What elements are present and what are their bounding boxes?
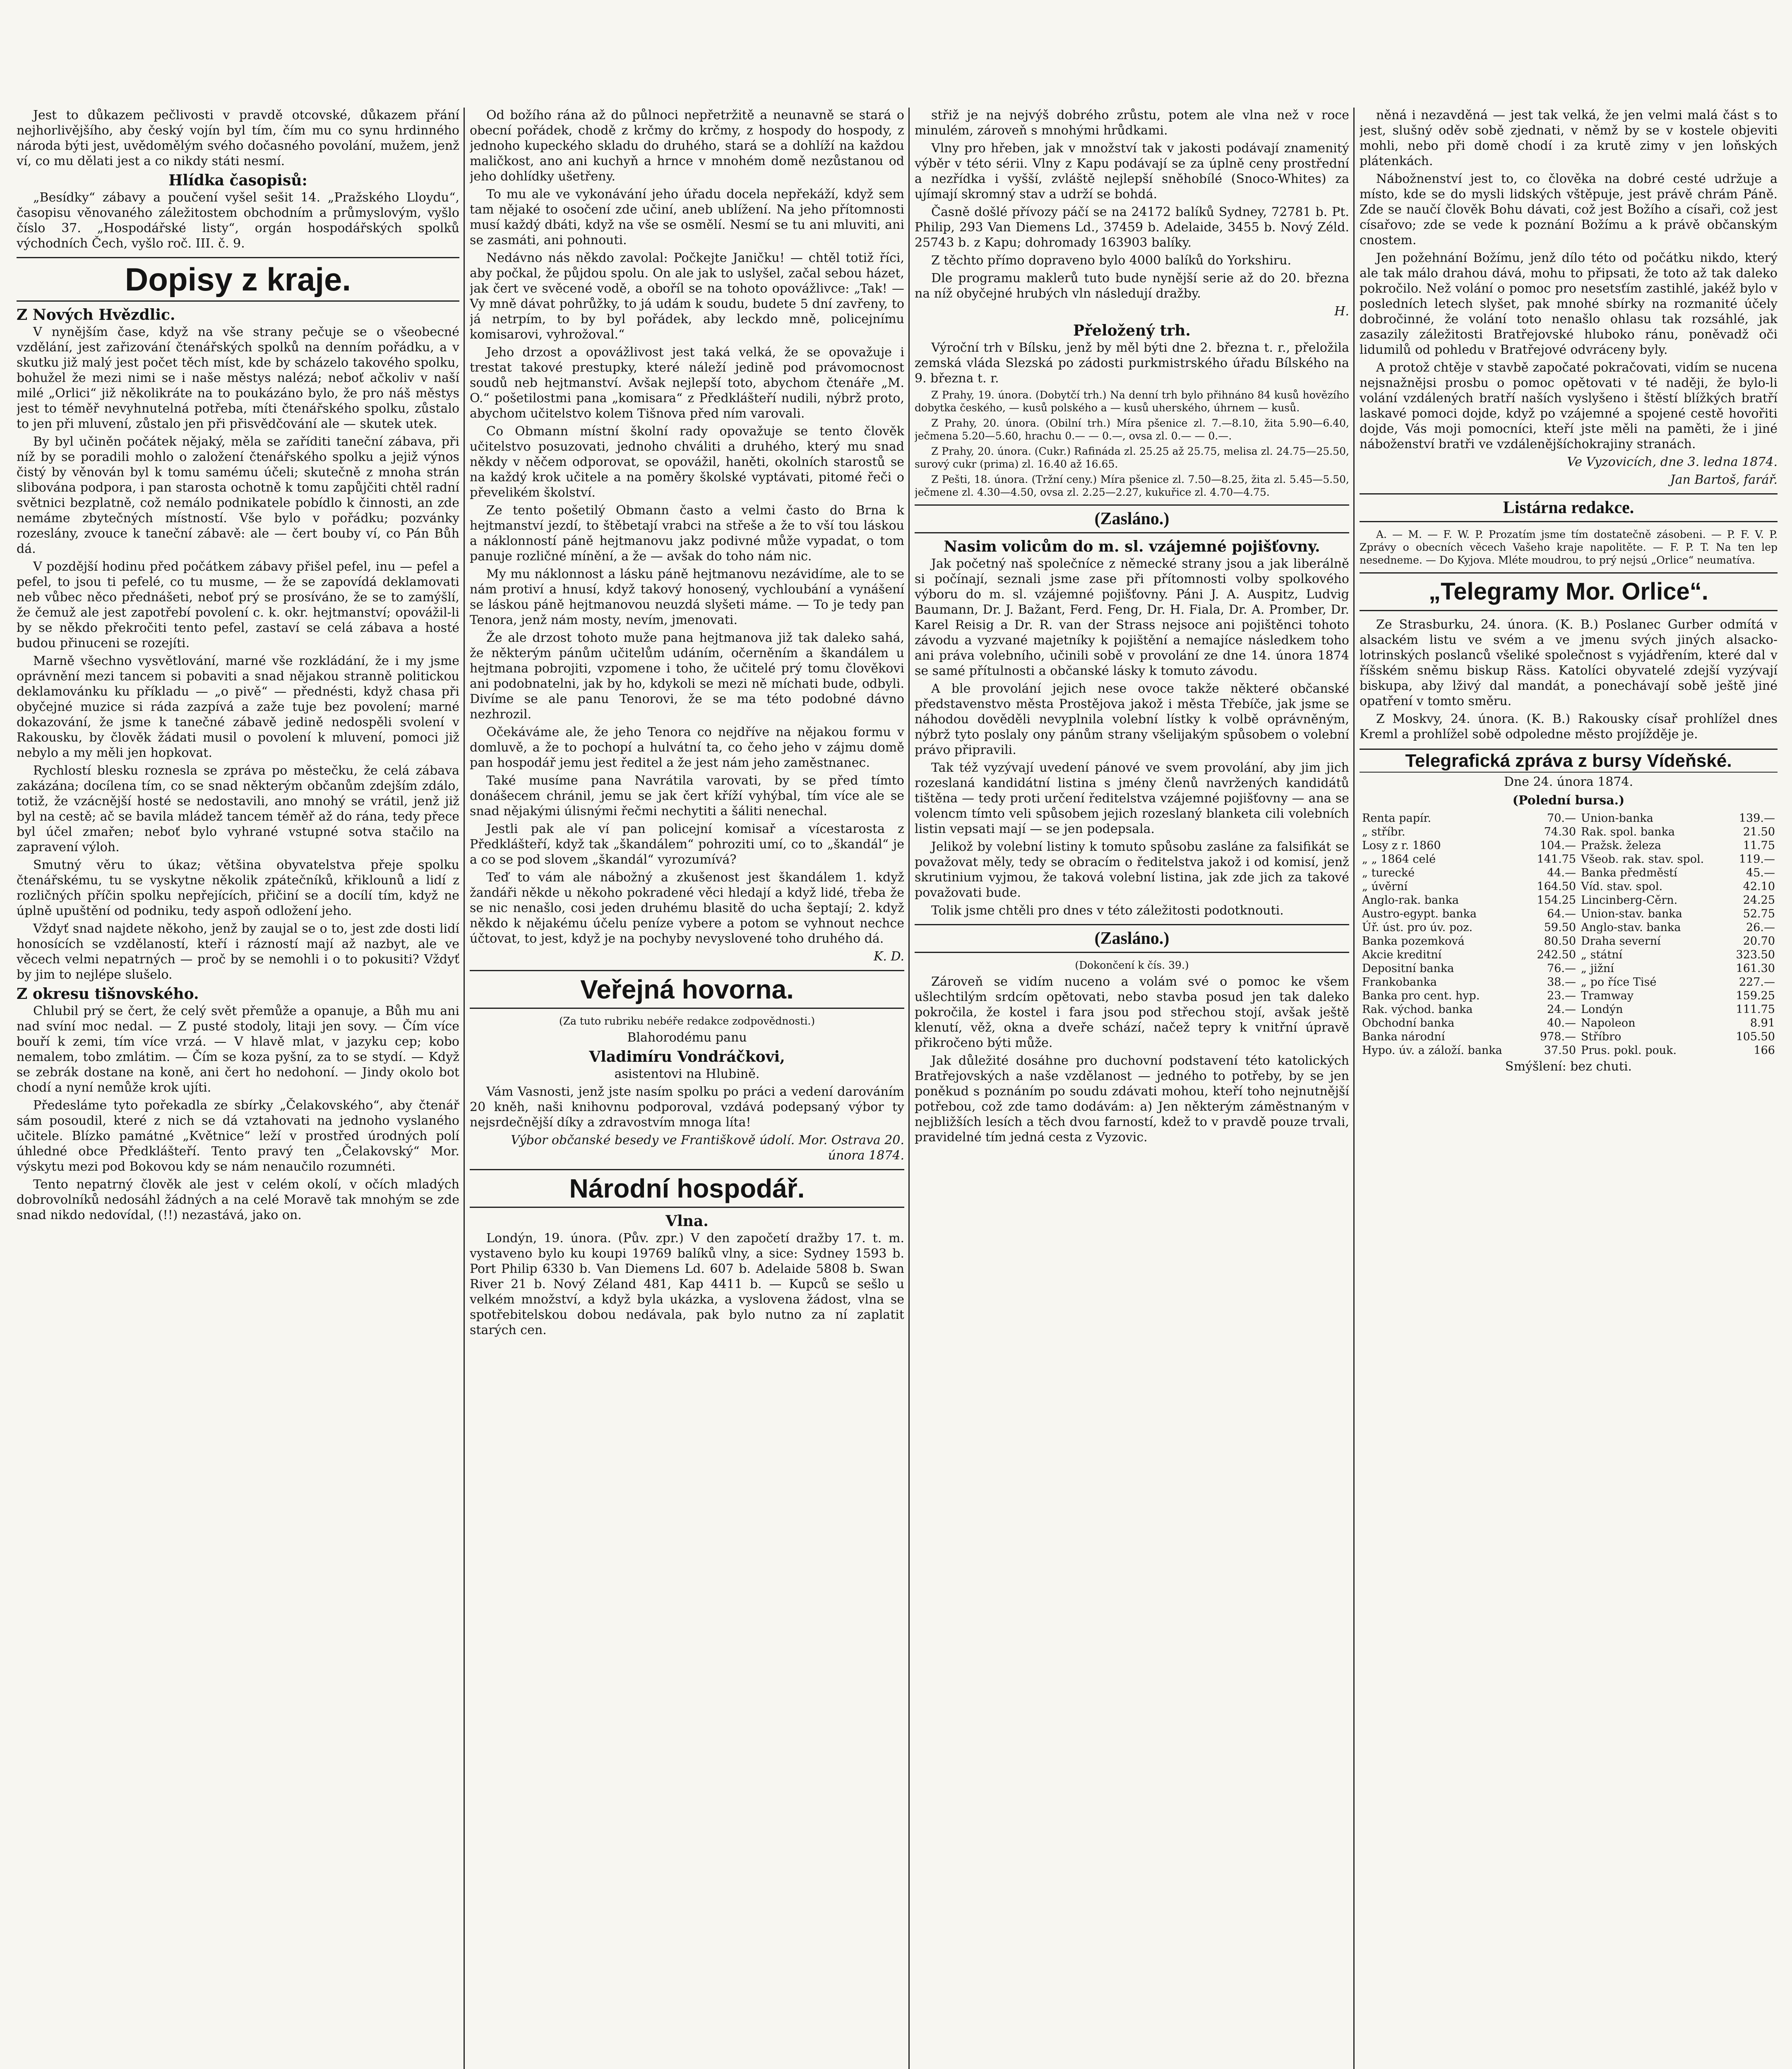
article-paragraph: Tak též vyzývají uvedení pánové ve svem provolání, aby jim jich rozeslaná kandidátní listina s jmény členů navržených kandidátů tištěna — tedy proti určení ředitelstva vzájemné pojišťovny — ana se volencm tímto veli spůsobem jejich rozeslaný blanketa cili volebních listin vepsati mají — se jen podepsala. bbox=[915, 761, 1349, 836]
article-paragraph: My mu náklonnost a lásku páně hejtmanovu nezávidíme, ale to se nám protiví a hnusí, když takový honosený, vychloubání a vynášení se láskou páně hejtmanovou neuzdá slyšeti máme. — To je tedy pan Tenora, jenž nám mosty, nevím, jmenovati. bbox=[470, 567, 904, 627]
article-paragraph: V nynějším čase, když na vše strany pečuje se o všeobecné vzdělání, jest zařizování čtenářských spolků na denním pořádku, a v skutku již malý jest počet těch míst, kde by scházelo takového spolku, bohužel že mezi nimi se i naše městys nalézá; neboť ačkoliv v naší milé „Orlici“ již několikráte na to poukázáno bylo, že pro náš městys jest to téměř nevyhnutelná potřeba, míti čtenářského spolku, zůstalo to jen při mluvení, zůstalo jen při přisvědčování ale — skutek utek. bbox=[17, 325, 459, 431]
signature: H. bbox=[1334, 304, 1349, 319]
security-price: 40.— bbox=[1547, 1017, 1576, 1030]
article-paragraph: Jeho drzost a opovážlivost jest taká velká, že se opovažuje i trestat takové prestupky, které náleží jedině pod právomocnost soudů neb hejtmanství. Avšak nejlepší toto, abychom čtenáře „M. O.“ pošetilostmi pana „komisara“ z Předklášteří nudili, nýbrž proto, abychom učitelstvo kolem Tišnova před ním varovali. bbox=[470, 345, 904, 421]
exchange-row bbox=[1360, 1003, 1778, 1016]
security-price: 38.— bbox=[1547, 976, 1576, 989]
article-paragraph: Nedávno nás někdo zavolal: Počkejte Janičku! — chtěl totiž říci, aby počkal, že půjdou spolu. On ale jak to uslyšel, začal sebou házet, jak čert ve svěcené vodě, a oboříl se na tohoto opovážlivce: „Tak! — Vy mně dávat pohrůžky, to já udám k soudu, budete 5 dní zavřeny, to já netrpím, to by byl pořádek, aby leckdo mně, policejnímu komisarovi, vyhrožoval.“ bbox=[470, 251, 904, 342]
security-price: 20.70 bbox=[1743, 935, 1775, 948]
security-name: Banka pro cent. hyp. bbox=[1362, 989, 1480, 1002]
security-price: 76.— bbox=[1547, 962, 1576, 975]
exchange-footer: Smýšlení: bez chuti. bbox=[1505, 1059, 1632, 1074]
address-line: Blahorodému panu bbox=[627, 1030, 747, 1045]
security-price: 105.50 bbox=[1736, 1030, 1775, 1043]
security-name: Frankobanka bbox=[1362, 976, 1437, 989]
article-paragraph: A ble provolání jejich nese ovoce takže některé občanské představenstvo města Prostějova jakož i města Třebíče, jak jsme se náhodou dověděli nevyplnila volební lístky k volbě oprávněným, nýbrž tyto poslaly ony pánům strany všelijakým spůsobem o volební právo připravili. bbox=[915, 682, 1349, 757]
exchange-row bbox=[1360, 839, 1778, 852]
security-price: 24.25 bbox=[1743, 894, 1775, 907]
exchange-row bbox=[1360, 1016, 1778, 1030]
security-name: Stříbro bbox=[1581, 1030, 1621, 1043]
exchange-row bbox=[1360, 825, 1778, 839]
article-paragraph: Také musíme pana Navrátila varovati, by se před tímto donášecem chránil, jemu se jak čert kříží vyhýbal, tím více ale se snad nějakými úlisnými řečmi nechytiti a šáliti nenechal. bbox=[470, 773, 904, 818]
article-paragraph: Chlubil prý se čert, že celý svět přemůže a opanuje, a Bůh mu ani nad svíní moc nedal. — Z pusté stodoly, litaji jen sovy. — Čím více bouří k zemi, tím více vrzá. — V hlavě mlat, v jazyku cep; kobo nemalem, tobo zmlátim. — Čím se koza pyšní, za to se stydí. — Když se zebrák dostane na koně, ani čert ho nedohoní. — Jindy okolo bot chodí a nyní nemůže krok ujíti. bbox=[17, 1004, 459, 1095]
security-name: Losy z r. 1860 bbox=[1362, 839, 1441, 852]
security-name: Banka předměstí bbox=[1581, 866, 1677, 879]
article-paragraph: Smutný věru to úkaz; většina obyvatelstva přeje spolku čtenářskému, tu se vyskytne několik zpátečníků, křiklounů a lidí z rozličných příčin spolku nepřejících, přičiní se a docílí tím, když ne úplně upuštění od podniku, tedy aspoň odložení jeho. bbox=[17, 858, 459, 918]
security-name: Austro-egypt. banka bbox=[1362, 907, 1477, 920]
security-price: 227.— bbox=[1739, 976, 1775, 989]
article-paragraph: Nábožnenství jest to, co člověka na dobré cesté udržuje a místo, kde se do mysli lidských vštěpuje, jest právě chrám Páně. Zde se naučí člověk Bohu dávati, což jest Božího a císaři, což jest císařovo; zde se vede k poznání Božímu a k právě občanským cnostem. bbox=[1360, 172, 1778, 247]
article-paragraph: Výroční trh v Bílsku, jenž by měl býti dne 2. března t. r., přeložila zemská vláda Slezská po zádosti purkmistrského úřadu Bílského na 9. března t. r. bbox=[915, 341, 1349, 386]
subheading: Přeložený trh. bbox=[1073, 322, 1191, 339]
article-paragraph: Vždyť snad najdete někoho, jenž by zaujal se o to, jest zde dosti lidí honosících se vzdělaností, kteří i rázností mají až nazbyt, ale ve věcech velmi nepatrných — proč by se nemohli i o to pokusiti? Vždyť by jim to nejlépe slušelo. bbox=[17, 922, 459, 982]
article-paragraph: Tento nepatrný člověk ale jest v celém okolí, v očích mladých dobrovolníků nedosáhl žádných a na celé Moravě tak mnohým se zde snad nikdo nedovídal, (!!) nezastává, jako on. bbox=[17, 1177, 459, 1222]
market-report: Z Prahy, 19. února. (Dobytčí trh.) Na denní trh bylo přihnáno 84 kusů hovězího dobytka českého, — kusů polského a — kusů uherského, úhrnem — kusů. bbox=[915, 389, 1349, 414]
exchange-subheading: (Polední bursa.) bbox=[1512, 793, 1625, 808]
security-price: 23.— bbox=[1547, 989, 1576, 1002]
dateline-heading: Z okresu tišnovského. bbox=[17, 985, 199, 1003]
exchange-row bbox=[1360, 893, 1778, 907]
article-paragraph: Vlny pro hřeben, jak v množství tak v jakosti podávají znamenitý výběr v této sérii. Vlny z Kapu podávají se za úplně ceny prostřední a nezřídka i vyšší, zvláště nejlepší sněhobílé (Snoco-Whites) za ujímají skromný stav a udrží se bohdá. bbox=[915, 141, 1349, 202]
security-name: Tramway bbox=[1581, 989, 1634, 1002]
telegram-item: Ze Strasburku, 24. února. (K. B.) Poslanec Gurber odmítá v alsackém listu ve svém a ve jmenu svých jiných alsacko-lotrinských poslanců všeliké společnost s vyjádřením, které dal v říšském sněmu biskup Räss. Katolíci obyvatelé zdejší vyzývají biskupa, aby lživý dal mandát, a ponechávají sobě ještě jiné opatření v tomto směru. bbox=[1360, 617, 1778, 708]
section-heading-hospodar: Národní hospodář. bbox=[470, 1169, 904, 1208]
security-price: 59.50 bbox=[1544, 921, 1576, 934]
market-report: Z Prahy, 20. února. (Obilní trh.) Míra pšenice zl. 7.—8.10, žita 5.90—6.40, ječmena 5.20—5.60, hrachu 0.— — 0.—, ovsa zl. 0.— — 0.—. bbox=[915, 417, 1349, 442]
security-name: Banka národní bbox=[1362, 1030, 1445, 1043]
article-paragraph: Jen požehnání Božímu, jenž dílo této od počátku nikdo, který ale tak málo drahou dává, mohu to připsati, že toto až tak daleko pokročilo. Než volání o pomoc pro nesetsťím zastihlé, jakéž bylo v posledních letech slyšet, pak mnohé sbírky na rozmanité účely dobročinné, že volání toto nenašlo ohlasu tak rozsáhlé, jak zasazily záležitosti Bratřejovské hluboko ránu, poněvadž oči lidumilů od pohledu v Bratřejové odvráceny byly. bbox=[1360, 251, 1778, 357]
article-paragraph: Jelikož by volební listiny k tomuto spůsobu zasláne za falsifikát se považovat měly, tedy se obracím o ředitelstva jakož i od komisí, jenž skrutinium vyjmou, že taková volební listina, jak zde jich za takové považovati bude. bbox=[915, 840, 1349, 900]
telegram-item: Z Moskvy, 24. února. (K. B.) Rakousky císař prohlížel dnes Kreml a prohlížel sobě odpoledne město projížděje je. bbox=[1360, 712, 1778, 742]
security-price: 26.— bbox=[1746, 921, 1775, 934]
security-name: Banka pozemková bbox=[1362, 935, 1465, 948]
article-paragraph: Londýn, 19. února. (Pův. zpr.) V den započetí dražby 17. t. m. vystaveno bylo ku koupi 19769 balíků vlny, a sice: Sydney 1593 b. Port Philip 6330 b. Van Diemens Ld. 607 b. Adelaide 5808 b. Swan River 21 b. Nový Zéland 481, Kap 4411 b. — Kupců se sešlo u velkém množství, a když byla ukázka, a vyslovena žádost, vlna se spotřebitelskou dobou nedávala, pak bylo nutno za ní zaplatit starých cen. bbox=[470, 1231, 904, 1337]
security-name: Rak. východ. banka bbox=[1362, 1003, 1473, 1016]
market-report: Z Pešti, 18. února. (Tržní ceny.) Míra pšenice zl. 7.50—8.25, žita zl. 5.45—5.50, ječmene zl. 4.30—4.50, ovsa zl. 2.25—2.27, kukuřice zl. 4.70—4.75. bbox=[915, 473, 1349, 498]
editorial-notes: A. — M. — F. W. P. Prozatím jsme tím dostatečně zásobeni. — P. F. V. P. Zprávy o obecních věcech Vašeho kraje napolitěte. — F. P. T. Na ten lep nesedneme. — Do Kyjova. Mléte moudrou, to prý nejsú „Orlice“ neumatíva. bbox=[1360, 528, 1778, 566]
section-heading-telegramy: „Telegramy Mor. Orlice“. bbox=[1360, 572, 1778, 611]
security-price: 11.75 bbox=[1743, 839, 1775, 852]
exchange-row bbox=[1360, 811, 1778, 825]
security-name: Rak. spol. banka bbox=[1581, 826, 1675, 838]
address-line: asistentovi na Hlubině. bbox=[614, 1067, 760, 1081]
article-paragraph: Jestli pak ale ví pan policejní komisař a vícestarosta z Předklášteří, když tak „škandálem“ pohroziti umí, co to „škandál“ je a co se pod slovem „škandál“ vyrozumívá? bbox=[470, 822, 904, 867]
article-paragraph: Vám Vasnosti, jenž jste nasím spolku po práci a vedení darováním 20 kněh, naši knihovnu podporoval, vzdává podepsaný výbor ty nejsrdečnější díky a zdravostvím mnoga líta! bbox=[470, 1085, 904, 1130]
exchange-row bbox=[1360, 989, 1778, 1003]
market-report: Z Prahy, 20. února. (Cukr.) Rafináda zl. 25.25 až 25.75, melisa zl. 24.75—25.50, surový cukr (prima) zl. 16.40 až 16.65. bbox=[915, 445, 1349, 470]
article-paragraph: Z těchto přímo dopraveno bylo 4000 balíků do Yorkshiru. bbox=[931, 253, 1292, 268]
security-price: 44.— bbox=[1547, 866, 1576, 879]
security-name: Lincinberg-Cěrn. bbox=[1581, 894, 1678, 907]
signature: Jan Bartoš, farář. bbox=[1670, 473, 1778, 487]
exchange-row bbox=[1360, 975, 1778, 989]
security-price: 164.50 bbox=[1537, 880, 1576, 893]
column-rule bbox=[464, 108, 465, 2069]
article-paragraph: Marně všechno vysvětlování, marné vše rozkládání, že i my jsme oprávnění mezi tancem si pobaviti a snad nějakou stranně politickou deklamovánku ku příkladu — „o pivě“ — přednésti, když chasa při obyčejné muzice si ráda zazpívá a zaže tuje bez povolení; marné dokazování, že jsme k tanečné zábavě jedině nedospěli svolení v Rakousku, by člověk žádati musil o povolení k mluvení, pomoci již nebylo a my měli jen hopkovat. bbox=[17, 654, 459, 760]
security-price: 141.75 bbox=[1537, 853, 1576, 866]
security-price: 24.— bbox=[1547, 1003, 1576, 1016]
article-paragraph: Že ale drzost tohoto muže pana hejtmanova již tak daleko sahá, že některým pánům učitelům udáním, očerněním a škandálem u hejtmana pobrojiti, vzpomene i toho, že učitelé prý tomu člověkovi ani podobnatelni, jak by ho, kdykoli se mezi ně míchati bude, odbyli. Divíme se ale panu Tenorovi, že se ma této podobné dávno nezhrozil. bbox=[470, 631, 904, 722]
security-price: 42.10 bbox=[1743, 880, 1775, 893]
article-paragraph: Co Obmann místní školní rady opovažuje se tento člověk učitelstvo posuzovati, jednoho chváliti a druhého, který mu snad někdy v něčem odporovat, se opovážil, haněti, okolních starostů se na každý krok učitele a na poměry školské vyptávati, pitomé řeči o převelikém školství. bbox=[470, 424, 904, 500]
security-name: „ úvěrní bbox=[1362, 880, 1408, 893]
signature: K. D. bbox=[873, 949, 904, 964]
security-name: Víd. stav. spol. bbox=[1581, 880, 1663, 893]
security-name: Úř. úst. pro úv. poz. bbox=[1362, 921, 1473, 934]
security-name: Akcie kreditní bbox=[1362, 948, 1442, 961]
security-name: „ turecké bbox=[1362, 866, 1415, 879]
exchange-row bbox=[1360, 1030, 1778, 1044]
security-name: „ po říce Tisé bbox=[1581, 976, 1657, 989]
security-price: 139.— bbox=[1739, 812, 1775, 825]
exchange-row bbox=[1360, 921, 1778, 934]
security-name: Draha severní bbox=[1581, 935, 1661, 948]
security-name: Pražsk. železa bbox=[1581, 839, 1661, 852]
security-price: 104.— bbox=[1540, 839, 1576, 852]
security-price: 159.25 bbox=[1736, 989, 1775, 1002]
security-price: 323.50 bbox=[1736, 948, 1775, 961]
security-name: Londýn bbox=[1581, 1003, 1623, 1016]
security-price: 978.— bbox=[1540, 1030, 1576, 1043]
exchange-date: Dne 24. února 1874. bbox=[1504, 775, 1633, 789]
article-paragraph: Očekáváme ale, že jeho Tenora co nejdříve na nějakou formu v domluvě, a že to pochopí a hulvátní ta, co čeho jeho v zájmu domě pan hospodář jemu jest ředitel a že jest nám jeho zaměstnanec. bbox=[470, 725, 904, 770]
column-1 bbox=[17, 108, 459, 2069]
article-paragraph: V pozdější hodinu před počátkem zábavy přišel pefel, inu — pefel a pefel, to jsou ti pefelé, co tu musme, — že se zapovídá deklamovati neb vůbec něco přednášeti, neboť prý se prosíváno, že se to zamýšlí, že čemuž ale jest zapotřebí povolení c. k. okr. hejtmanství; opovážil-li by se někdo překročiti tento pefel, zastaví se celá zábava a hosté budou přinuceni se rozejíti. bbox=[17, 559, 459, 650]
article-paragraph: By byl učiněn počátek nějaký, měla se zaříditi taneční zábava, při níž by se poradili mohlo o založení čtenářského spolku a jejiž výnos čistý by věnován byl k tomu samému účeli; skutečně z mnoha strán slibována podpora, i pan starosta ochotně k tomu zapůjčiti chtěl radní světnici bezplatně, což nemálo podnikatele pobídlo k činnosti, an zde nemáme zbytečných místností. Vše bylo v pořádku; pozvánky rozeslány, zvouce k taneční zábavě: ale — čert bouby ví, co Pán Bůh dá. bbox=[17, 434, 459, 556]
security-price: 64.— bbox=[1547, 907, 1576, 920]
security-price: 8.91 bbox=[1750, 1017, 1775, 1030]
security-name: Obchodní banka bbox=[1362, 1017, 1455, 1030]
security-name: „ státní bbox=[1581, 948, 1623, 961]
security-price: 242.50 bbox=[1537, 948, 1576, 961]
signature: Výbor občanské besedy ve Františkově údolí. Mor. Ostrava 20. února 1874. bbox=[511, 1133, 904, 1163]
editor-note: (Za tuto rubriku nebéře redakce zodpovědnosti.) bbox=[559, 1015, 815, 1027]
article-paragraph: A protož chtěje v stavbě započaté pokračovati, vidím se nucena nejsnažnějsi prosbu o pomoc opětovati v té naději, že bylo-li volání vzdálených bratří naších vyslyšeno i štěstí blížkých bratří laskavé pomoci dojde, když po vzájemné a spojené cestě hovořiti dojde, Vás moji pomocníci, kteří jste měli na paměti, že i jiné náboženství bratři ve vzdálenějšíchokrajiny stranách. bbox=[1360, 360, 1778, 451]
security-name: „ stříbr. bbox=[1362, 826, 1405, 838]
intro-paragraph: Jest to důkazem pečlivosti v pravdě otcovské, důkazem přání nejhorlivějšího, aby český vojín byl tím, čím mu co synu hrdinného národa býti jest, uvědomělým svého dočasného povolání, mužem, jenž ví, co mu dělati jest a co nikdy státi nesmí. bbox=[17, 108, 459, 168]
column-4 bbox=[1360, 108, 1778, 2069]
section-heading-zaslano: (Zasláno.) bbox=[915, 504, 1349, 533]
security-name: Anglo-rak. banka bbox=[1362, 894, 1459, 907]
security-name: Prus. pokl. pouk. bbox=[1581, 1044, 1677, 1057]
exchange-row bbox=[1360, 1044, 1778, 1057]
security-name: Napoleon bbox=[1581, 1017, 1636, 1030]
article-paragraph: Jak početný naš společníce z německé strany jsou a jak liberálně si počínají, seznali jsme zase při přítomnosti volby spolkového výboru do m. sl. vzájemné pojišťovny. Páni J. A. Auspitz, Ludvig Baumann, Dr. J. Bažant, Ferd. Feng, Dr. H. Fiala, Dr. A. Promber, Dr. Karel Reisig a Dr. R. van der Strass nejsoce ani pojištěnci tohoto závodu a vyzvané majetníky k pojištění a nemajíce následkem toho ani práva volebního, učinili sobě v provolání ze dne 14. února 1874 se samé přítulnosti a občanské lásky k tomuto závodu. bbox=[915, 557, 1349, 678]
column-2 bbox=[470, 108, 904, 2069]
security-price: 21.50 bbox=[1743, 826, 1775, 838]
subheading: Vlna. bbox=[665, 1212, 709, 1230]
security-price: 154.25 bbox=[1537, 894, 1576, 907]
article-paragraph: Jak důležité dosáhne pro duchovní podstavení této katolických Bratřejovských a naše vzdělanost — jedného to potřeby, by se jen poněkud s poznáním po soudu zdávati mohou, kteří toho nejnutnější potřebou, což zde tamo dodávám: a) Jen některým záměstnaným v nejbližších lesích a těch dvou farností, kdež to v pravdě pouze trvali, pravidelné tím jedná cesta z Vyzovic. bbox=[915, 1054, 1349, 1145]
security-price: 37.50 bbox=[1544, 1044, 1576, 1057]
security-price: 119.— bbox=[1739, 853, 1775, 866]
exchange-row bbox=[1360, 907, 1778, 921]
exchange-row bbox=[1360, 880, 1778, 893]
article-paragraph: Časně došlé přívozy páčí se na 24172 balíků Sydney, 72781 b. Pt. Philip, 293 Van Diemens Ld., 37459 b. Adelaide, 3455 b. Nový Zéld. 25743 b. z Kapu; dohromady 163903 balíky. bbox=[915, 205, 1349, 250]
security-price: 111.75 bbox=[1736, 1003, 1775, 1016]
column-3 bbox=[915, 108, 1349, 2069]
periodicals-heading: Hlídka časopisů: bbox=[168, 172, 307, 189]
security-name: Všeob. rak. stav. spol. bbox=[1581, 853, 1704, 866]
continuation-note: (Dokončení k čís. 39.) bbox=[1075, 959, 1189, 971]
article-paragraph: Zároveň se vidím nuceno a volám své o pomoc ke všem ušlechtilým srdcím opětovati, nebo stavba posud jen tak daleko pokročila, že kostel i fara jsou pod střechou stojí, avšak ještě klenutí, věž, okna a dveře schází, načež tepry k vnitřní úpravě přikročeno býti může. bbox=[915, 974, 1349, 1050]
article-paragraph: Od božího rána až do půlnoci nepřetržitě a neunavně se stará o obecní pořádek, chodě z krčmy do krčmy, z hospody do hospody, z jednoho kupeckého skladu do druhého, stará se a dohlíží na každou maličkost, ano ani kuchyň a hrnce v mnohém domě nezůstanou od jeho dohlídky ušetřeny. bbox=[470, 108, 904, 184]
exchange-row bbox=[1360, 948, 1778, 962]
dateline-heading: Z Nových Hvězdlic. bbox=[17, 306, 175, 324]
exchange-row bbox=[1360, 962, 1778, 975]
section-heading-dopisy: Dopisy z kraje. bbox=[17, 257, 459, 302]
exchange-table bbox=[1360, 811, 1778, 1057]
address-line: Vladimíru Vondráčkovi, bbox=[589, 1048, 785, 1066]
security-price: 74.30 bbox=[1544, 826, 1576, 838]
security-price: 45.— bbox=[1746, 866, 1775, 879]
security-price: 80.50 bbox=[1544, 935, 1576, 948]
article-paragraph: Rychlostí blesku roznesla se zpráva po městečku, že celá zábava zakázána; docílena tím, co se snad některým občanům zdejším zdálo, totiž, že vzácnější hosté se nedostavili, ano mnohý se vrátil, jenž již byl na cestě; ač se bavila mládež tancem téměř až do rána, tedy přece byl účel zmařen; neboť bylo vyhrané vstupné sotva stačilo na zapravení výloh. bbox=[17, 763, 459, 854]
security-name: Depositní banka bbox=[1362, 962, 1454, 975]
security-price: 161.30 bbox=[1736, 962, 1775, 975]
article-paragraph: Předesláme tyto pořekadla ze sbírky „Čelakovského“, aby čtenář sám posoudil, které z nich se dá vztahovati na jednoho vyslaného učitele. Blízko památné „Květnice“ leží v prostřed úrodných polí úhledné obce Předklášteří. Tento pravý ten „Čelakovský“ Mor. výskytu mezi pod Bokovou kdy se nám nenaučilo rozumnéti. bbox=[17, 1098, 459, 1174]
security-price: 52.75 bbox=[1743, 907, 1775, 920]
subheading: Nasim volicům do m. sl. vzájemné pojišťovny. bbox=[944, 538, 1320, 555]
security-price: 166 bbox=[1754, 1044, 1775, 1057]
security-name: Hypo. úv. a záloží. banka bbox=[1362, 1044, 1502, 1057]
periodicals-text: „Besídky“ zábavy a poučení vyšel sešit 14. „Pražského Lloydu“, časopisu věnovaného záležitostem obchodním a průmyslovým, vyšlo číslo 37. „Hospodářské listy“, orgán hospodářských spolků východních Čech, vyšlo roč. III. č. 9. bbox=[17, 190, 459, 251]
security-name: Anglo-stav. banka bbox=[1581, 921, 1681, 934]
article-paragraph: Ze tento pošetilý Obmann často a velmi často do Brna k hejtmanství jezdí, to štěbetají vrabci na střeše a že to vší tou láskou a náklonností páně hejtmanovu jakz podivné může vypadat, o tom panuje rozličné mínění, a že — avšak do toho nám nic. bbox=[470, 503, 904, 564]
article-paragraph: něná i nezavděná — jest tak velká, že jen velmi malá část s to jest, slušný oděv sobě zjednati, v němž by se v kostele objeviti mohli, nebo při domě chodí i za krutě zimy v jen loňských plátenkách. bbox=[1360, 108, 1778, 168]
exchange-row bbox=[1360, 852, 1778, 866]
security-name: Union-banka bbox=[1581, 812, 1653, 825]
column-rule bbox=[1353, 108, 1355, 2069]
article-paragraph: Dle programu maklerů tuto bude nynější serie až do 20. března na níž obyčejné hrubých vln následují dražby. bbox=[915, 271, 1349, 301]
column-rule bbox=[908, 108, 910, 2069]
exchange-row bbox=[1360, 866, 1778, 880]
article-paragraph: Tolik jsme chtěli pro dnes v této záležitosti podotknouti. bbox=[931, 903, 1284, 918]
article-paragraph: To mu ale ve vykonávání jeho úřadu docela nepřekáží, když sem tam nějaké to osočení zde učiní, aneb ublížení. Na jeho přítomnosti musí každý dbáti, když na vše se osmělí. Nesmí se tu ani mluviti, ani se zasmáti, ani pohnouti. bbox=[470, 187, 904, 247]
security-name: „ jižní bbox=[1581, 962, 1614, 975]
article-paragraph: Teď to vám ale nábožný a zkušenost jest škandálem 1. když žandáři někde u někoho pokradené věci hledají a když lidé, třeba že se nic nenašlo, cosi jeden druhému blasitě do ucha šeptají; 2. když někdo k nějakému účelu peníze vybere a potom se vyhnout nechce účtovat, to jest, když je na pochyby nevyslovené toho druhého dá. bbox=[470, 870, 904, 946]
exchange-row bbox=[1360, 934, 1778, 948]
security-price: 70.— bbox=[1547, 812, 1576, 825]
closing-line: Ve Vyzovicích, dne 3. ledna 1874. bbox=[1567, 455, 1778, 469]
section-heading-hovorna: Veřejná hovorna. bbox=[470, 970, 904, 1009]
section-heading-listarna: Listárna redakce. bbox=[1360, 493, 1778, 522]
article-paragraph: střiž je na nejvýš dobrého zrůstu, potem ale vlna než v roce minulém, zároveň s mnohými hrůdkami. bbox=[915, 108, 1349, 138]
security-name: „ „ 1864 celé bbox=[1362, 853, 1436, 866]
section-heading-zaslano: (Zasláno.) bbox=[915, 924, 1349, 953]
security-name: Renta papír. bbox=[1362, 812, 1432, 825]
security-name: Union-stav. banka bbox=[1581, 907, 1682, 920]
exchange-heading: Telegrafická zpráva z bursy Vídeňské. bbox=[1360, 749, 1778, 773]
